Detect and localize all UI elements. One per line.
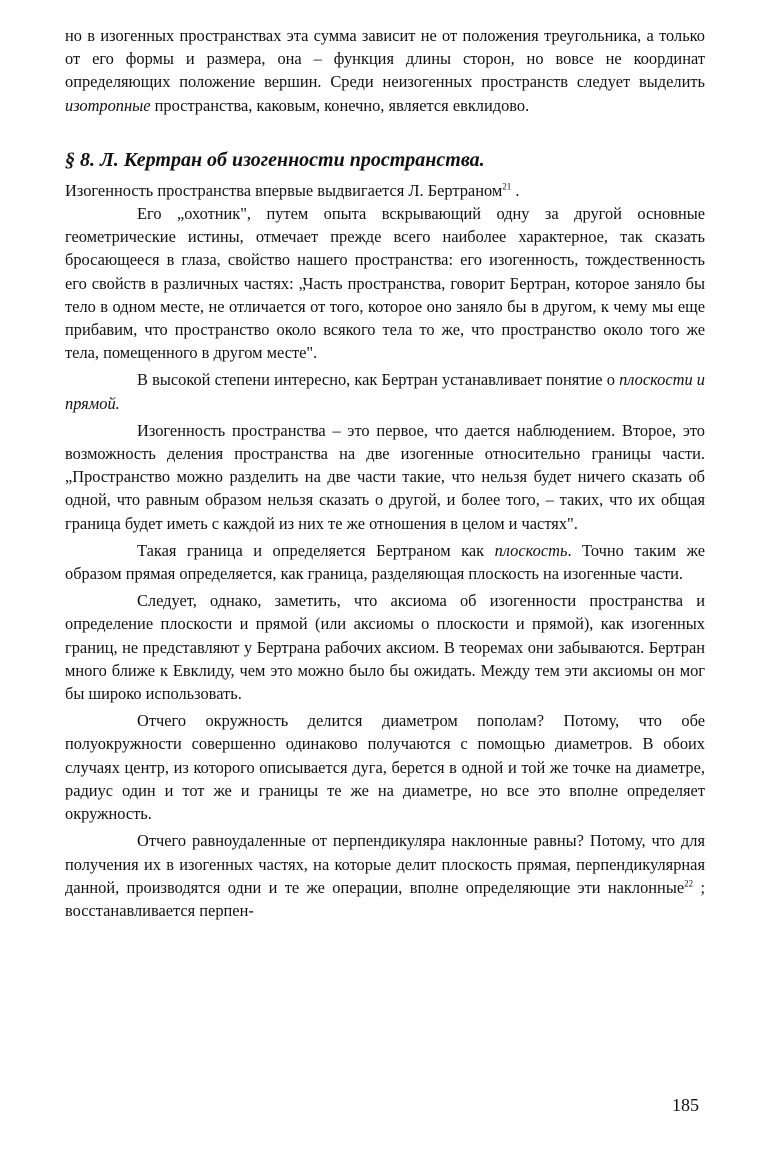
section-heading: § 8. Л. Кертран об изогенности пространства. [65, 148, 485, 171]
emphasis-text: плоскости и прямой. [65, 370, 706, 413]
body-text: Отчего равноудаленные от перпендикуляра наклонные равны? Потому, что для получения их в изогенных частях, на которые делит плоскость прямая, перпендикулярная данной, производятся одни и те же операции, вполне определяющие эти наклонные [65, 831, 705, 897]
body-text: пространства, каковым, конечно, является евклидово. [150, 95, 530, 115]
paragraph-hunter: Его „охотник", путем опыта вскрывающий одну за другой основные геометрические истины, отмечает прежде всего наиболее характерное, так сказать бросающееся в глаза, свойство нашего пространства: его изогенность, тождественность его свойств в различных частях: „Часть пространства, говорит Бертран, которое заняло бы тело в одном месте, не отличается от того, которое оно заняло бы в другом, к чему мы еще прибавим, что пространство около всякого тела то же, что пространство около того же тела, помещенного в другом месте". [65, 204, 705, 363]
body-text: Такая граница и определяется Бертраном как [137, 540, 495, 560]
paragraph-circle: Отчего окружность делится диаметром пополам? Потому, что обе полуокружности совершенно одинаково получаются с помощью диаметров. В обоих случаях центр, из которого описывается дуга, берется в одной и той же точке на диаметре, радиус один и тот же и границы те же на диаметре, но все это вполне определяет окружность. [65, 711, 705, 824]
page-number: 185 [672, 1095, 699, 1115]
top-paragraph [65, 24, 705, 117]
paragraph-concept [65, 368, 705, 414]
body-text: . [511, 180, 520, 200]
body-text: но в изогенных пространствах эта сумма зависит не от положения треугольника, а только от его формы и размера, она – функция длины сторон, но вовсе не координат определяющих положение вершин. Среди неизогенных пространств следует выделить [65, 26, 705, 92]
body-text: Изогенность пространства впервые выдвигается Л. Бертраном [65, 180, 503, 200]
paragraph-first: Изогенность пространства – это первое, что дается наблюдением. Второе, это возможность деления пространства на две изогенные относительно границы части. „Пространство можно разделить на две части такие, что нельзя будет ничего сказать об одной, что равным образом нельзя сказать о другой, и более того, – таких, что их общая граница будет иметь с каждой из них те же отношения в целом и частях". [65, 420, 705, 533]
emphasis-text: плоскость [494, 540, 568, 560]
page-body [65, 24, 705, 922]
paragraph-border [65, 539, 705, 585]
footnote-ref: 21 [502, 181, 512, 192]
body-text: . Точно таким же образом прямая определяется, как граница, разделяющая плоскость на изогенные части. [65, 540, 705, 584]
intro-line [65, 179, 705, 202]
body-text: В высокой степени интересно, как Бертран устанавливает понятие о [137, 370, 620, 390]
emphasis-text: изотропные [65, 95, 151, 115]
paragraph-axiom: Следует, однако, заметить, что аксиома об изогенности пространства и определение плоскости и прямой (или аксиомы о плоскости и прямой), как изогенных границ, не представляют у Бертрана рабочих аксиом. В теоремах они забываются. Бертран много ближе к Евклиду, чем это можно было бы ожидать. Между тем эти аксиомы он мог бы широко использовать. [65, 591, 705, 704]
paragraph-perpendicular [65, 829, 705, 922]
footnote-ref: 22 [684, 878, 694, 889]
body-text: ; восстанавливается перпен- [65, 877, 706, 920]
